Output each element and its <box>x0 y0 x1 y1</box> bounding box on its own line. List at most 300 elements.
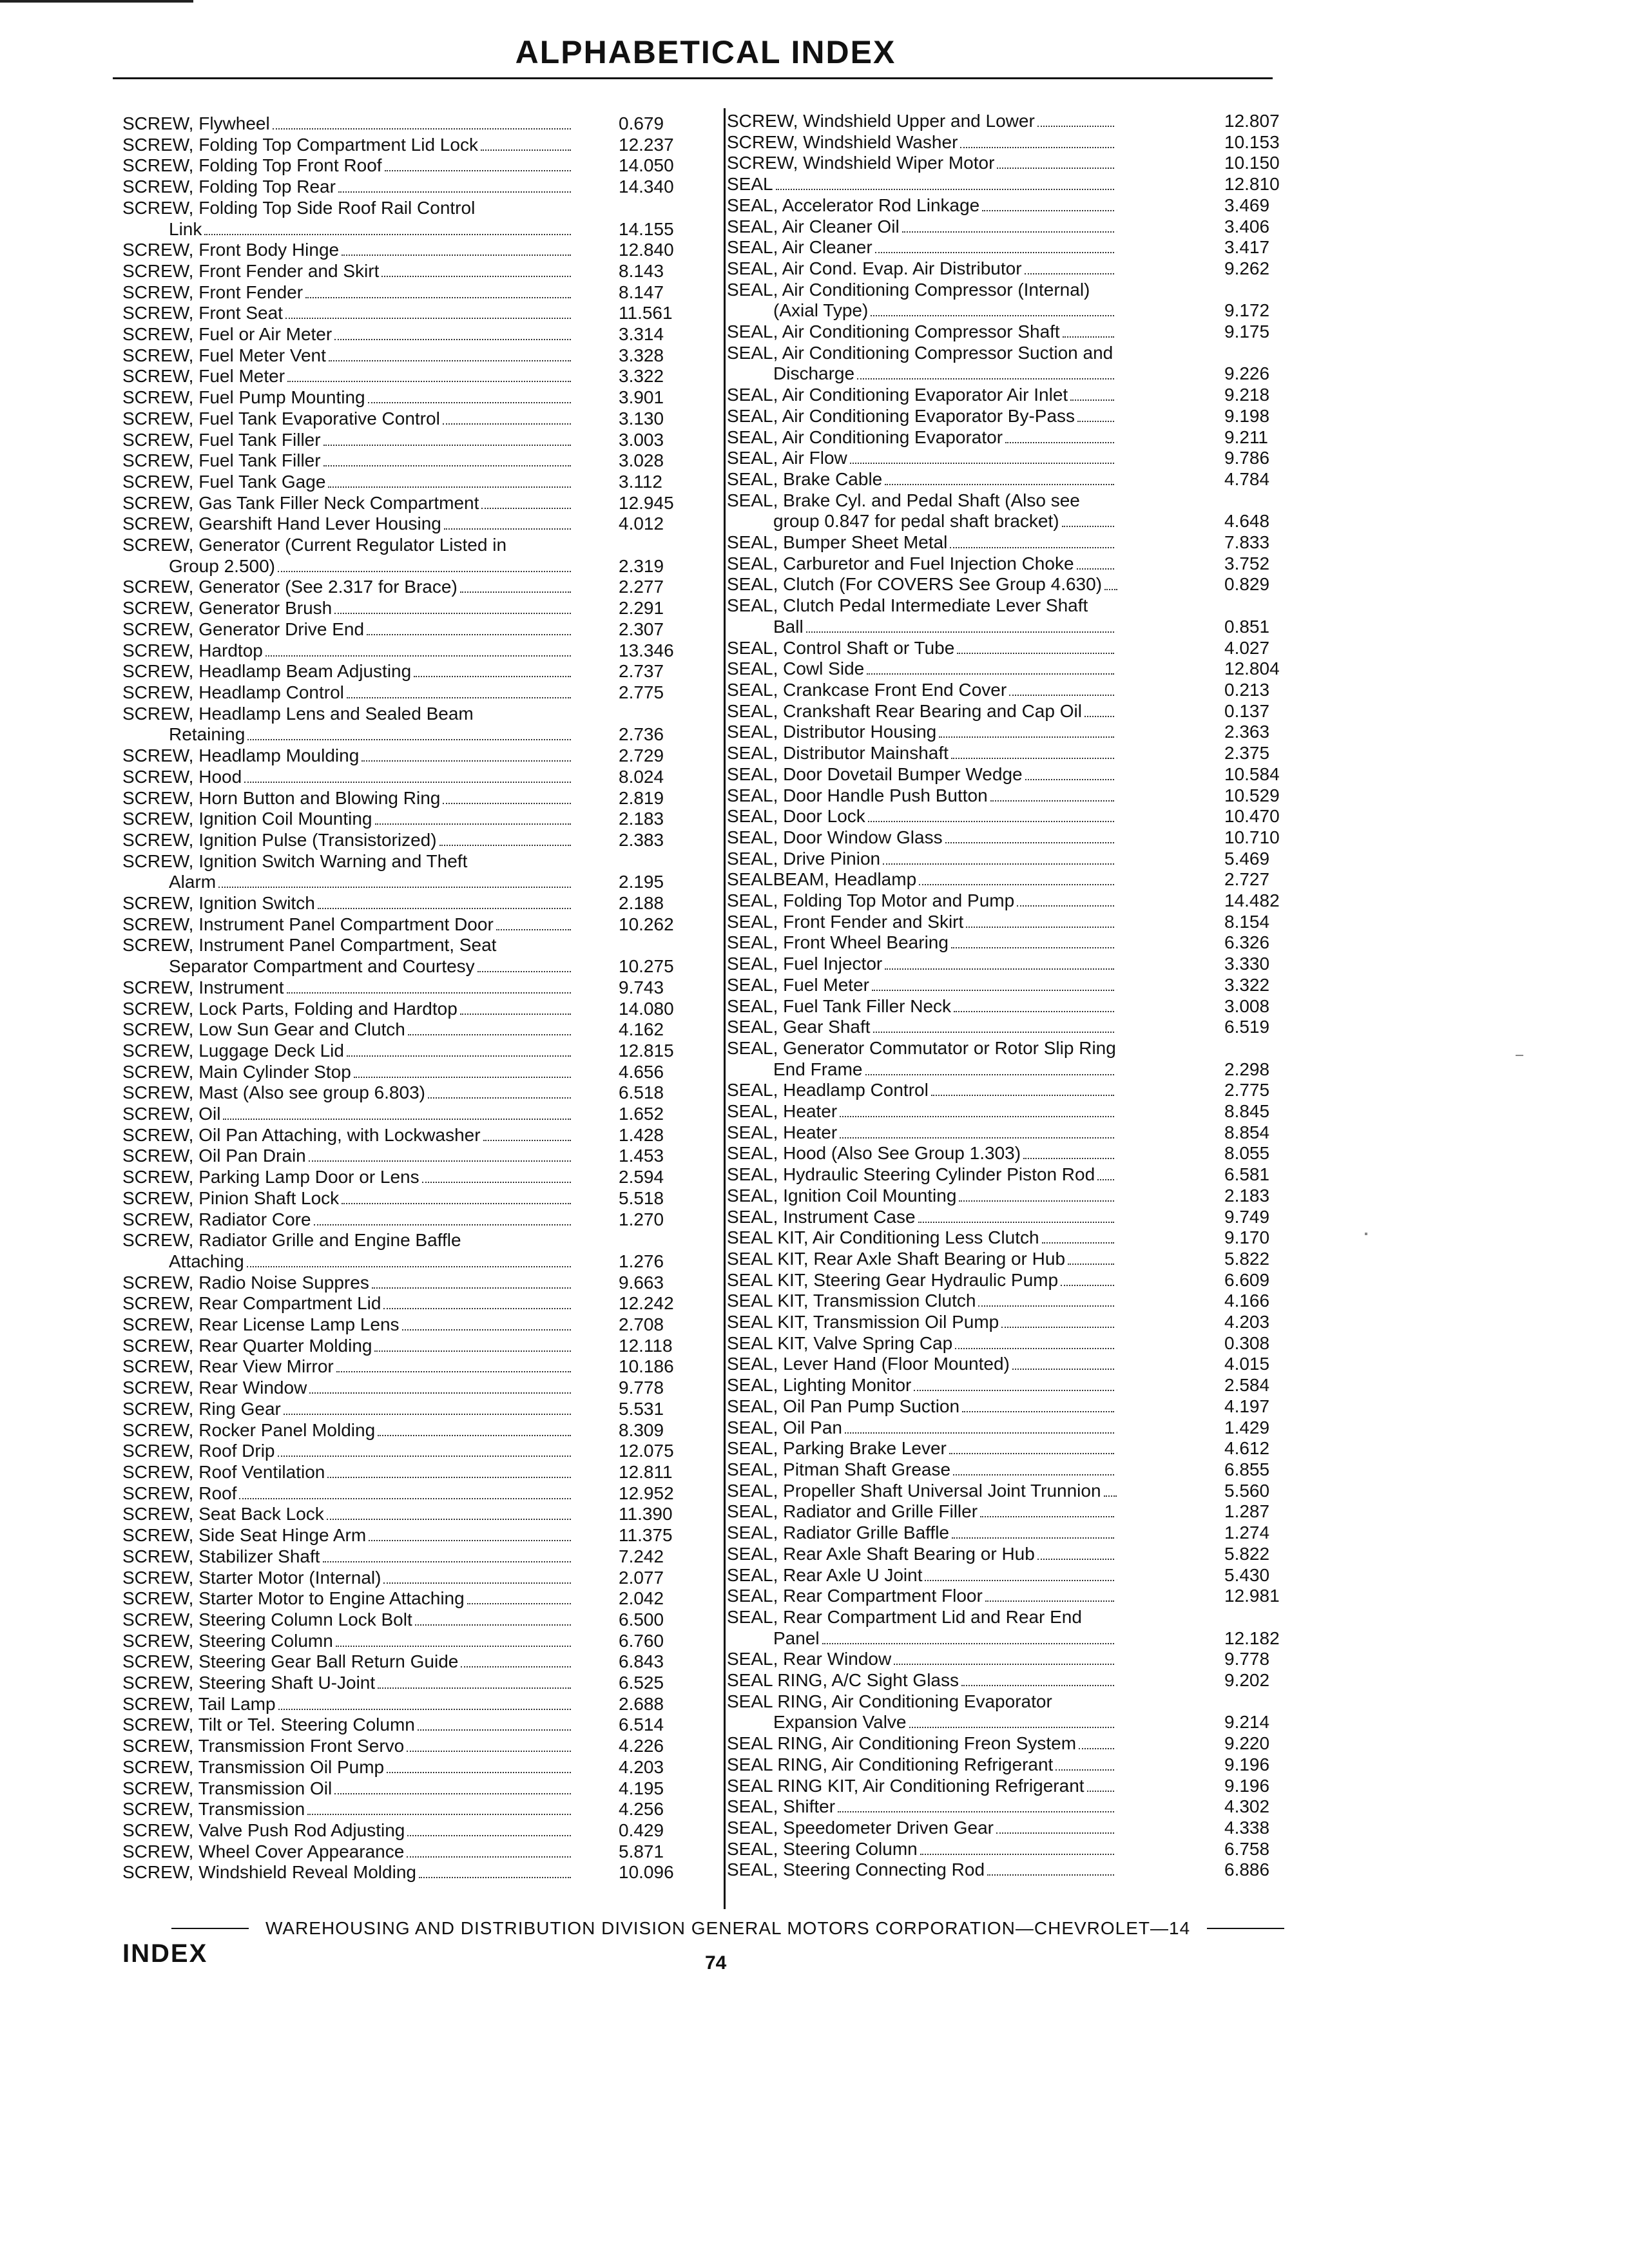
entry-line <box>727 111 1275 132</box>
entry-continuation <box>727 363 1275 385</box>
entry-text: SEAL KIT, Rear Axle Shaft Bearing or Hub <box>727 1248 1066 1269</box>
entry-line <box>122 198 715 219</box>
scan-dot <box>1365 1233 1367 1235</box>
group-number: 2.363 <box>1224 722 1270 742</box>
leader-dots <box>407 1751 571 1752</box>
entry-text: SCREW, Transmission Oil Pump <box>122 1756 385 1777</box>
index-entry <box>727 1501 1275 1523</box>
leader-dots <box>369 1540 571 1541</box>
leader-dots <box>1077 421 1114 422</box>
group-number: 2.383 <box>619 829 664 850</box>
group-number: 12.840 <box>619 240 674 260</box>
index-entry <box>727 701 1275 722</box>
entry-line <box>727 722 1275 743</box>
leader-dots <box>336 1371 571 1372</box>
index-entry <box>727 595 1275 637</box>
index-entry <box>122 682 715 704</box>
entry-text: SEAL, Clutch (For COVERS See Group 4.630) <box>727 574 1103 595</box>
leader-dots <box>444 528 571 530</box>
index-entry <box>122 177 715 198</box>
leader-dots <box>329 360 571 361</box>
entry-line <box>727 1270 1275 1291</box>
group-number: 2.291 <box>619 598 664 619</box>
entry-line <box>727 406 1275 427</box>
index-entry <box>122 535 715 577</box>
leader-dots <box>323 465 571 466</box>
entry-text: SCREW, Flywheel <box>122 113 270 133</box>
column-divider <box>724 108 726 1909</box>
entry-line <box>727 1481 1275 1502</box>
entry-text: SCREW, Tilt or Tel. Steering Column <box>122 1715 415 1735</box>
entry-text: SEAL, Brake Cyl. and Pedal Shaft (Also see <box>727 490 1080 510</box>
leader-dots <box>460 591 571 593</box>
entry-line <box>727 1544 1275 1565</box>
entry-text: SCREW, Windshield Upper and Lower <box>727 111 1035 131</box>
entry-text: SEALBEAM, Headlamp <box>727 869 917 890</box>
leader-dots <box>953 1474 1114 1475</box>
entry-text: SEAL, Heater <box>727 1122 838 1142</box>
entry-line <box>727 1754 1275 1776</box>
group-number: 4.197 <box>1224 1396 1270 1416</box>
entry-line <box>727 849 1275 870</box>
entry-line <box>727 1143 1275 1164</box>
group-number: 9.198 <box>1224 405 1270 426</box>
leader-dots <box>375 823 571 825</box>
index-entry <box>122 1694 715 1715</box>
index-entry <box>122 240 715 261</box>
entry-text: SCREW, Rear Compartment Lid <box>122 1293 381 1314</box>
index-entry <box>122 1167 715 1188</box>
entry-text: SEAL, Air Conditioning Evaporator By-Pass <box>727 405 1075 426</box>
index-entry <box>122 1715 715 1736</box>
leader-dots <box>1077 568 1114 570</box>
index-entry <box>122 472 715 493</box>
entry-text: SCREW, Starter Motor (Internal) <box>122 1567 381 1588</box>
entry-text: SEAL RING, Air Conditioning Refrigerant <box>727 1754 1054 1774</box>
entry-text: SCREW, Steering Shaft U-Joint <box>122 1673 376 1693</box>
group-number: 1.276 <box>619 1251 664 1271</box>
leader-dots <box>265 655 571 657</box>
leader-dots <box>481 508 571 509</box>
entry-text: SEAL, Air Conditioning Compressor (Internal) <box>727 279 1090 300</box>
leader-dots <box>443 803 571 804</box>
index-entry <box>727 1691 1275 1733</box>
group-number: 4.015 <box>1224 1354 1270 1374</box>
entry-text: SEAL, Parking Brake Lever <box>727 1438 947 1459</box>
index-entry <box>727 1333 1275 1354</box>
group-number: 5.560 <box>1224 1480 1270 1501</box>
group-number: 12.242 <box>619 1293 674 1314</box>
leader-dots <box>1037 1559 1114 1560</box>
entry-text: SEAL, Lighting Monitor <box>727 1375 912 1396</box>
leader-dots <box>278 1709 571 1710</box>
index-entry <box>727 1860 1275 1881</box>
group-number: 9.749 <box>1224 1206 1270 1227</box>
group-number: 4.784 <box>1224 468 1270 489</box>
entry-text: SCREW, Radio Noise Suppres <box>122 1272 369 1293</box>
entry-text: SCREW, Ignition Switch <box>122 893 315 914</box>
leader-dots <box>383 1308 571 1309</box>
leader-dots <box>1023 1158 1114 1159</box>
group-number: 5.871 <box>619 1841 664 1861</box>
leader-dots <box>955 1348 1114 1349</box>
index-entry <box>122 640 715 662</box>
index-entry <box>727 237 1275 258</box>
leader-dots <box>885 968 1114 970</box>
entry-text: SCREW, Instrument Panel Compartment Door <box>122 914 494 934</box>
index-entry <box>727 322 1275 343</box>
entry-text: SEAL, Propeller Shaft Universal Joint Trunnion <box>727 1480 1101 1501</box>
index-entry <box>122 1820 715 1841</box>
leader-dots <box>909 1727 1115 1728</box>
leader-dots <box>865 1074 1115 1075</box>
group-number: 6.609 <box>1224 1269 1270 1290</box>
group-number: 3.314 <box>619 324 664 345</box>
leader-dots <box>1070 399 1114 401</box>
leader-dots <box>902 231 1114 233</box>
leader-dots <box>361 760 571 762</box>
entry-line <box>727 890 1275 912</box>
index-entry <box>122 830 715 851</box>
entry-text: SCREW, Headlamp Beam Adjusting <box>122 661 412 682</box>
leader-dots <box>374 1350 571 1352</box>
entry-line <box>727 532 1275 553</box>
entry-text: SCREW, Roof Drip <box>122 1441 275 1461</box>
leader-dots <box>402 1329 571 1331</box>
index-entry <box>122 1356 715 1378</box>
leader-dots <box>996 1832 1114 1834</box>
leader-dots <box>1017 905 1114 907</box>
group-number: 6.500 <box>619 1609 664 1629</box>
leader-dots <box>383 1582 571 1584</box>
index-entry <box>122 1019 715 1041</box>
entry-text: SEAL KIT, Transmission Clutch <box>727 1291 976 1311</box>
page-title: ALPHABETICAL INDEX <box>515 34 896 70</box>
index-entry <box>727 680 1275 701</box>
index-entry <box>122 1841 715 1863</box>
group-number: 1.274 <box>1224 1523 1270 1543</box>
entry-text: SEAL, Door Dovetail Bumper Wedge <box>727 764 1023 784</box>
leader-dots <box>284 1414 571 1415</box>
entry-text: SEAL, Fuel Meter <box>727 974 869 995</box>
index-entry <box>727 1312 1275 1333</box>
group-number: 0.829 <box>1224 574 1270 595</box>
entry-text: SEAL, Folding Top Motor and Pump <box>727 890 1015 911</box>
entry-line <box>727 1565 1275 1586</box>
leader-dots <box>467 1603 571 1604</box>
title-rule <box>113 77 1273 79</box>
index-entry <box>727 553 1275 575</box>
entry-line <box>727 1207 1275 1228</box>
group-number: 12.237 <box>619 134 674 155</box>
entry-line <box>727 1670 1275 1691</box>
index-entry <box>727 1733 1275 1754</box>
group-number: 2.188 <box>619 893 664 914</box>
index-entry <box>122 914 715 936</box>
entry-text: SCREW, Roof Ventilation <box>122 1462 325 1482</box>
group-number: 8.147 <box>619 282 664 302</box>
group-number: 9.226 <box>1224 363 1270 384</box>
entry-continuation-text: Group 2.500) <box>169 555 275 576</box>
index-entry <box>122 935 715 977</box>
entry-line <box>727 1375 1275 1396</box>
leader-dots <box>273 128 571 130</box>
entry-text: SEAL, Clutch Pedal Intermediate Lever Shaft <box>727 595 1088 616</box>
leader-dots <box>1068 1264 1114 1265</box>
leader-dots <box>323 445 571 446</box>
group-number: 4.162 <box>619 1019 664 1040</box>
index-entry <box>122 345 715 367</box>
leader-dots <box>1001 1327 1114 1328</box>
group-number: 8.024 <box>619 766 664 787</box>
entry-line <box>727 1038 1275 1059</box>
leader-dots <box>1063 336 1114 338</box>
entry-line <box>727 1227 1275 1249</box>
leader-dots <box>285 318 571 319</box>
group-number: 4.648 <box>1224 511 1270 532</box>
group-number: 10.529 <box>1224 785 1280 805</box>
index-entry <box>727 869 1275 890</box>
entry-continuation-text: (Axial Type) <box>773 300 869 321</box>
group-number: 2.736 <box>619 724 664 745</box>
entry-continuation-text: Ball <box>773 616 804 637</box>
leader-dots <box>845 1432 1114 1434</box>
group-number: 2.775 <box>1224 1080 1270 1100</box>
leader-dots <box>407 1835 571 1836</box>
leader-dots <box>278 1456 572 1457</box>
entry-text: SEAL, Cowl Side <box>727 658 865 679</box>
entry-continuation-text: Retaining <box>169 724 246 745</box>
entry-text: SCREW, Headlamp Moulding <box>122 745 360 766</box>
entry-continuation <box>727 511 1275 532</box>
entry-text: SEAL, Air Cleaner Oil <box>727 216 900 236</box>
entry-line <box>727 869 1275 890</box>
entry-text: SCREW, Rear Window <box>122 1378 307 1398</box>
leader-dots <box>381 276 571 277</box>
leader-dots <box>327 1519 571 1520</box>
entry-text: SEAL, Radiator and Grille Filler <box>727 1501 978 1522</box>
leader-dots <box>460 1014 571 1015</box>
index-entry <box>727 1649 1275 1670</box>
group-number: 0.137 <box>1224 700 1270 721</box>
index-entry <box>727 532 1275 553</box>
leader-dots <box>1025 779 1114 780</box>
leader-dots <box>278 571 571 572</box>
entry-text: SEAL RING KIT, Air Conditioning Refrigerant <box>727 1775 1084 1796</box>
leader-dots <box>925 1580 1114 1581</box>
index-entry <box>727 1839 1275 1860</box>
entry-text: SEAL KIT, Air Conditioning Less Clutch <box>727 1227 1039 1248</box>
index-entry <box>122 1568 715 1589</box>
top-edge-rule <box>0 0 193 3</box>
index-entry <box>122 1862 715 1883</box>
leader-dots <box>1087 1791 1114 1792</box>
index-entry <box>727 258 1275 280</box>
entry-text: SEAL, Hood (Also See Group 1.303) <box>727 1143 1021 1164</box>
entry-line <box>727 595 1275 617</box>
leader-dots <box>962 1411 1114 1412</box>
group-number: 4.338 <box>1224 1817 1270 1838</box>
leader-dots <box>422 1182 571 1183</box>
right-index-column <box>727 111 1280 1881</box>
index-entry <box>122 450 715 472</box>
group-number: 9.175 <box>1224 322 1270 342</box>
leader-dots <box>1042 1242 1114 1244</box>
group-number: 0.213 <box>1224 679 1270 700</box>
entry-text: SEAL RING, A/C Sight Glass <box>727 1670 959 1691</box>
entry-line <box>727 827 1275 849</box>
index-entry <box>727 1270 1275 1291</box>
leader-dots <box>378 1687 571 1689</box>
index-entry <box>727 469 1275 490</box>
entry-line <box>727 1733 1275 1754</box>
entry-text: SCREW, Ignition Coil Mounting <box>122 809 372 829</box>
group-number: 5.822 <box>1224 1543 1270 1564</box>
group-number: 4.203 <box>1224 1312 1270 1332</box>
entry-text: SCREW, Fuel Meter Vent <box>122 345 326 365</box>
index-entry <box>727 280 1275 322</box>
leader-dots <box>987 1874 1114 1876</box>
entry-text: SEAL, Air Flow <box>727 448 847 468</box>
entry-text: SCREW, Fuel Pump Mounting <box>122 387 365 408</box>
group-number: 6.519 <box>1224 1017 1270 1037</box>
group-number: 6.514 <box>619 1715 664 1735</box>
group-number: 4.203 <box>619 1756 664 1777</box>
entry-text: SEAL, Rear Compartment Lid and Rear End <box>727 1606 1082 1627</box>
leader-dots <box>857 378 1114 380</box>
entry-line <box>727 1186 1275 1207</box>
leader-dots <box>218 887 571 888</box>
entry-text: SCREW, Headlamp Lens and Sealed Beam <box>122 703 474 724</box>
group-number: 10.150 <box>1224 153 1280 173</box>
index-entry <box>727 764 1280 785</box>
entry-text: SCREW, Steering Gear Ball Return Guide <box>122 1651 459 1672</box>
group-number: 11.375 <box>619 1525 673 1546</box>
group-number: 9.743 <box>619 977 664 997</box>
group-number: 9.262 <box>1224 258 1270 278</box>
entry-line <box>727 932 1275 954</box>
entry-text: SCREW, Valve Push Rod Adjusting <box>122 1820 405 1840</box>
group-number: 9.202 <box>1224 1670 1270 1691</box>
index-entry <box>122 1399 715 1420</box>
leader-dots <box>367 634 571 635</box>
entry-line <box>727 806 1275 827</box>
leader-dots <box>978 1305 1114 1307</box>
group-number: 9.170 <box>1224 1227 1270 1248</box>
entry-line <box>727 658 1275 680</box>
entry-text: SCREW, Oil Pan Attaching, with Lockwasher <box>122 1124 481 1145</box>
leader-dots <box>931 1095 1114 1096</box>
group-number: 6.843 <box>619 1651 664 1672</box>
leader-dots <box>334 1793 571 1794</box>
index-entry <box>122 577 715 598</box>
index-entry <box>122 1041 715 1062</box>
group-number: 6.518 <box>619 1082 664 1103</box>
footer-dash-right <box>1207 1928 1284 1929</box>
group-number: 14.155 <box>619 218 674 239</box>
index-entry <box>727 1459 1275 1481</box>
index-entry <box>122 1799 715 1820</box>
leader-dots <box>1009 695 1114 696</box>
index-entry <box>727 1606 1280 1649</box>
entry-text: SCREW, Folding Top Side Roof Rail Control <box>122 197 476 218</box>
group-number: 0.308 <box>1224 1332 1270 1353</box>
leader-dots <box>496 929 571 930</box>
index-entry <box>727 954 1275 975</box>
leader-dots <box>443 423 571 425</box>
leader-dots <box>919 884 1114 885</box>
entry-text: SCREW, Transmission Front Servo <box>122 1736 405 1756</box>
entry-text: SEAL, Distributor Mainshaft <box>727 743 949 764</box>
index-entry <box>122 1631 715 1652</box>
entry-text: SCREW, Stabilizer Shaft <box>122 1546 320 1566</box>
entry-text: SEAL, Fuel Tank Filler Neck <box>727 995 952 1016</box>
leader-dots <box>347 1055 571 1057</box>
leader-dots <box>850 463 1114 464</box>
index-entry <box>727 153 1280 174</box>
entry-text: SCREW, Roof <box>122 1483 237 1503</box>
leader-dots <box>347 697 571 698</box>
entry-line <box>727 469 1275 490</box>
index-entry <box>727 174 1280 195</box>
entry-text: SCREW, Fuel Tank Filler <box>122 429 321 450</box>
entry-continuation <box>727 1059 1275 1081</box>
index-entry <box>122 198 715 240</box>
index-entry <box>727 722 1275 743</box>
group-number: 1.429 <box>1224 1417 1270 1437</box>
entry-text: SCREW, Low Sun Gear and Clutch <box>122 1019 405 1040</box>
group-number: 6.326 <box>1224 932 1270 953</box>
entry-text: SEAL, Oil Pan Pump Suction <box>727 1396 960 1416</box>
leader-dots <box>840 1137 1114 1139</box>
entry-line <box>727 743 1275 764</box>
entry-text: SCREW, Hood <box>122 766 242 787</box>
entry-line <box>727 1396 1275 1418</box>
entry-line <box>727 1818 1275 1839</box>
leader-dots <box>883 863 1114 865</box>
group-number: 9.196 <box>1224 1754 1270 1774</box>
index-entry <box>122 598 715 619</box>
entry-text: SCREW, Steering Column <box>122 1630 333 1651</box>
entry-text: SCREW, Mast (Also see group 6.803) <box>122 1082 425 1103</box>
entry-text: SEAL, Heater <box>727 1101 838 1122</box>
entry-line <box>727 1333 1275 1354</box>
group-number: 0.851 <box>1224 616 1270 637</box>
entry-text: SCREW, Rear Quarter Molding <box>122 1335 372 1356</box>
group-number: 5.430 <box>1224 1564 1270 1585</box>
entry-line <box>727 1607 1275 1628</box>
group-number: 5.531 <box>619 1398 664 1419</box>
group-number: 2.375 <box>1224 743 1270 764</box>
group-number: 3.322 <box>619 366 664 387</box>
group-number: 10.275 <box>619 956 674 977</box>
leader-dots <box>328 486 571 488</box>
entry-text: SEAL, Shifter <box>727 1796 836 1817</box>
leader-dots <box>985 1600 1114 1602</box>
leader-dots <box>1005 442 1114 443</box>
entry-text: SEAL, Control Shaft or Tube <box>727 637 955 658</box>
group-number: 1.652 <box>619 1104 664 1124</box>
group-number: 0.429 <box>619 1820 664 1840</box>
group-number: 3.028 <box>619 450 664 471</box>
leader-dots <box>204 234 571 235</box>
entry-line <box>727 1164 1275 1186</box>
index-entry <box>727 490 1275 532</box>
group-number: 12.807 <box>1224 111 1280 131</box>
group-number: 4.302 <box>1224 1796 1270 1817</box>
index-entry <box>727 385 1275 406</box>
entry-text: SCREW, Gas Tank Filler Neck Compartment <box>122 492 479 513</box>
